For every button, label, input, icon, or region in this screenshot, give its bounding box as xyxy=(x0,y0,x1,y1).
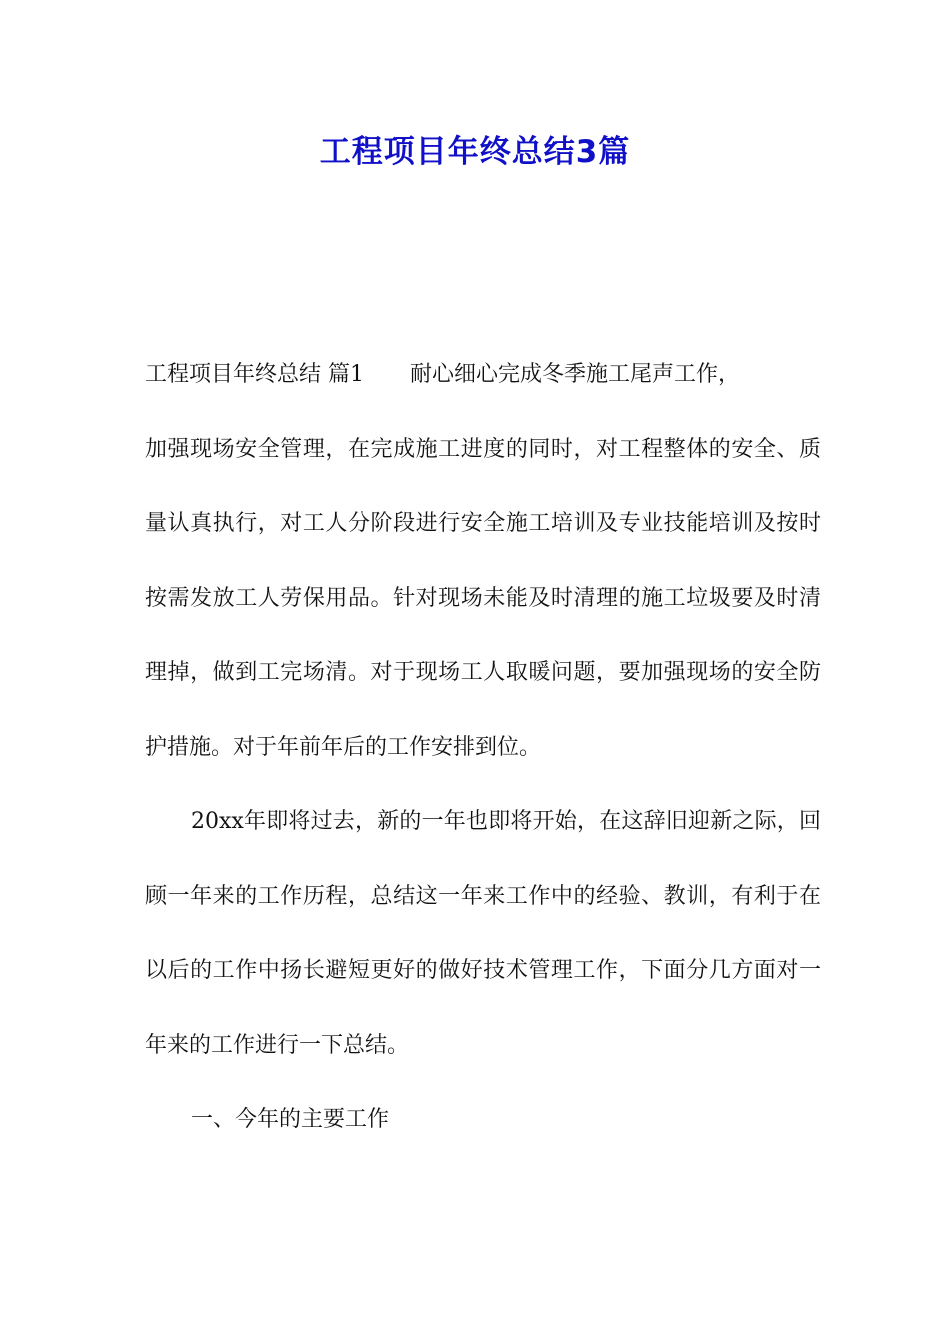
section-heading-1: 一、今年的主要工作 xyxy=(191,1107,390,1132)
document-title: 工程项目年终总结3篇 xyxy=(319,134,631,170)
paragraph-1-first-line xyxy=(145,338,821,413)
section-label: 工程项目年终总结 篇1 xyxy=(145,362,364,387)
paragraph-1 xyxy=(145,338,821,785)
paragraph-1-body: 加强现场安全管理，在完成施工进度的同时，对工程整体的安全、质量认真执行，对工人分阶段进行安全施工培训及专业技能培训及按时按需发放工人劳保用品。针对现场未能及时清理的施工垃圾要及时清理掉，做到工完场清。对于现场工人取暖问题，要加强现场的安全防护措施。对于年前年后的工作安排到位。 xyxy=(145,436,821,760)
paragraph-1-lead: 耐心细心完成冬季施工尾声工作， xyxy=(410,362,741,387)
document-body xyxy=(145,338,821,1158)
paragraph-2: 20xx年即将过去，新的一年也即将开始，在这辞旧迎新之际，回顾一年来的工作历程，总结这一年来工作中的经验、教训，有利于在以后的工作中扬长避短更好的做好技术管理工作，下面分几方面对一年来的工作进行一下总结。 xyxy=(145,809,821,1058)
